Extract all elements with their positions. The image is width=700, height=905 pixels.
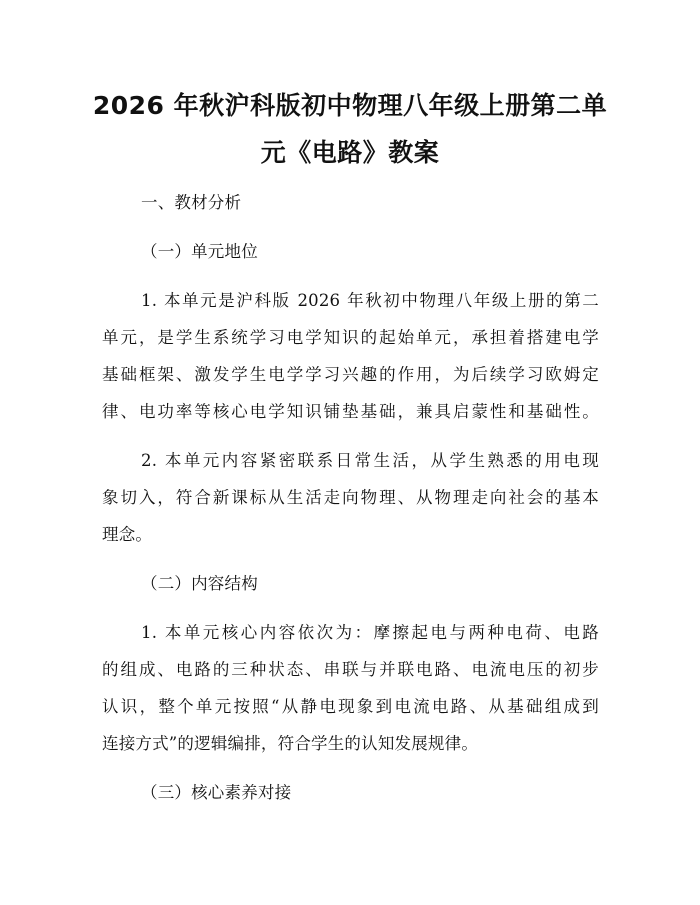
paragraph-2-line-1: 2. 本单元内容紧密联系日常生活，从学生熟悉的用电现: [141, 451, 599, 470]
paragraph-1-line-3: 基础框架、激发学生电学学习兴趣的作用，为后续学习欧姆定: [102, 365, 599, 384]
subsection-heading-core-competency: （三）核心素养对接: [141, 783, 292, 802]
section-heading-textbook-analysis: 一、教材分析: [141, 193, 242, 212]
paragraph-2-line-3: 理念。: [102, 525, 153, 544]
paragraph-3-line-2: 的组成、电路的三种状态、串联与并联电路、电流电压的初步: [102, 660, 599, 679]
paragraph-3-line-1: 1. 本单元核心内容依次为：摩擦起电与两种电荷、电路: [141, 623, 599, 642]
paragraph-1-line-4: 律、电功率等核心电学知识铺垫基础，兼具启蒙性和基础性。: [102, 402, 599, 421]
document-title-line-2: 元《电路》教案: [260, 138, 440, 167]
subsection-heading-unit-position: （一）单元地位: [141, 242, 258, 261]
paragraph-2-line-2: 象切入，符合新课标从生活走向物理、从物理走向社会的基本: [102, 488, 599, 507]
paragraph-3-line-3: 认识，整个单元按照“从静电现象到电流电路、从基础组成到: [102, 697, 599, 716]
subsection-heading-content-structure: （二）内容结构: [141, 574, 258, 593]
paragraph-1-line-1: 1. 本单元是沪科版 2026 年秋初中物理八年级上册的第二: [141, 291, 599, 310]
paragraph-1-line-2: 单元，是学生系统学习电学知识的起始单元，承担着搭建电学: [102, 328, 599, 347]
paragraph-3-line-4: 连接方式”的逻辑编排，符合学生的认知发展规律。: [102, 734, 479, 753]
document-title-line-1: 2026 年秋沪科版初中物理八年级上册第二单: [92, 91, 608, 120]
